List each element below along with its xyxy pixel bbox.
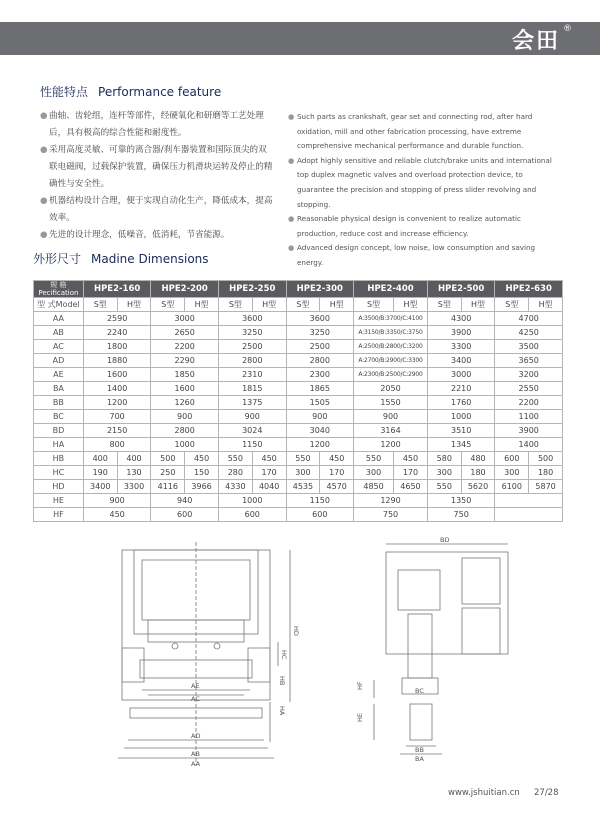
value-cell: 900 [151,410,219,424]
value-cell: 550 [218,452,252,466]
table-row [34,396,563,410]
row-label-cell: AA [34,312,84,326]
value-cell: 1260 [151,396,219,410]
model-header: HPE2-500 [427,281,494,298]
value-cell: 1200 [83,396,151,410]
value-cell: 1000 [151,438,219,452]
row-label-cell: HC [34,466,84,480]
type-s-cell: S型 [151,298,185,312]
value-cell: 280 [218,466,252,480]
table-row [34,368,563,382]
model-header: HPE2-200 [151,281,219,298]
type-s-cell: S型 [218,298,252,312]
value-cell: 300 [354,466,394,480]
value-cell: 300 [286,466,320,480]
row-label-cell: BA [34,382,84,396]
features-list-cn [40,108,275,244]
value-cell: 190 [83,466,117,480]
label-aa: AA [191,760,201,768]
side-view [374,544,508,754]
table-row [34,508,563,522]
row-label-cell: BC [34,410,84,424]
value-cell: 3300 [117,480,151,494]
table-row [34,410,563,424]
type-h-cell: H型 [185,298,219,312]
label-ae: AE [191,682,200,690]
value-cell: 2550 [495,382,563,396]
feature-en-item: ● Adopt highly sensitive and reliable clutch/brake units and international top duplex magnetic valves and overload protection device, to guarantee the precision and stopping of press slider revolving and stopping. [288,155,552,209]
table-row [34,452,563,466]
value-cell: 4040 [252,480,286,494]
value-cell: 1600 [83,368,151,382]
value-cell: 3400 [427,354,494,368]
row-label-cell: AC [34,340,84,354]
value-cell: 1760 [427,396,494,410]
value-cell: 450 [252,452,286,466]
value-cell: 2590 [83,312,151,326]
value-cell: 1350 [427,494,494,508]
value-cell: 900 [83,494,151,508]
value-cell: 700 [83,410,151,424]
table-row [34,480,563,494]
label-ab: AB [191,750,200,758]
type-s-cell: S型 [495,298,529,312]
model-header: HPE2-300 [286,281,354,298]
value-cell: 3164 [354,424,428,438]
value-cell: 2500 [286,340,354,354]
type-s-cell: S型 [354,298,394,312]
dimensions-table [33,280,563,522]
label-he: HE [356,713,364,722]
value-cell: 450 [185,452,219,466]
value-cell: 170 [320,466,354,480]
row-label-cell: HE [34,494,84,508]
label-bd: BD [440,536,450,544]
header-bar [0,22,600,55]
value-cell: 300 [495,466,529,480]
value-cell: 1375 [218,396,286,410]
value-cell: 250 [151,466,185,480]
value-cell: 3300 [427,340,494,354]
value-cell: 600 [151,508,219,522]
value-cell: 580 [427,452,461,466]
row-label-cell: BB [34,396,84,410]
value-cell: 2310 [218,368,286,382]
value-cell: 2150 [83,424,151,438]
type-label-cell: 型 式Model [34,298,84,312]
value-cell: 4650 [394,480,428,494]
value-cell: 3000 [151,312,219,326]
type-s-cell: S型 [83,298,117,312]
label-hd: HD [292,626,300,636]
value-cell: 3966 [185,480,219,494]
value-cell: 2240 [83,326,151,340]
value-cell: 900 [218,410,286,424]
value-cell: 750 [354,508,428,522]
type-h-cell: H型 [252,298,286,312]
dimensions-title-cn: 外形尺寸 [33,252,82,266]
label-bc: BC [415,687,424,695]
type-h-cell: H型 [320,298,354,312]
value-cell: 550 [427,480,461,494]
type-h-cell: H型 [117,298,151,312]
value-cell: 3000 [427,368,494,382]
row-label-cell: HB [34,452,84,466]
page-number: 27/28 [534,788,559,798]
value-cell: 800 [83,438,151,452]
table-row [34,424,563,438]
model-header: HPE2-250 [218,281,286,298]
value-cell: 3200 [495,368,563,382]
value-cell: 1000 [427,410,494,424]
value-cell: 4570 [320,480,354,494]
features-title-en: Performance feature [98,85,222,99]
table-row [34,494,563,508]
value-cell: 3024 [218,424,286,438]
front-view [118,542,290,765]
value-cell: 1150 [286,494,354,508]
value-cell: 550 [286,452,320,466]
value-cell: 2210 [427,382,494,396]
value-cell: 3900 [427,326,494,340]
type-h-cell: H型 [529,298,563,312]
value-cell: 4250 [495,326,563,340]
table-row [34,312,563,326]
empty-cell [495,494,563,508]
value-cell: 1600 [151,382,219,396]
value-cell: 1290 [354,494,428,508]
value-cell: 1550 [354,396,428,410]
value-cell: 300 [427,466,461,480]
brand-logo: 会田 [511,29,560,54]
value-cell: 2200 [495,396,563,410]
value-cell: 1400 [83,382,151,396]
label-ac: AC [191,695,200,703]
value-cell: 1400 [495,438,563,452]
value-cell: 3040 [286,424,354,438]
value-cell: 3510 [427,424,494,438]
spec-label-cell [34,281,84,298]
feature-en-item: ● Such parts as crankshaft, gear set and connecting rod, after hard oxidation, mill and other fabrication processing, have extreme comprehensive mechanical performance and durable function. [288,112,533,151]
table-header-types [34,298,563,312]
value-cell: 600 [495,452,529,466]
value-cell: 3500 [495,340,563,354]
value-cell: 900 [286,410,354,424]
value-cell: 1000 [218,494,286,508]
value-cell: 450 [83,508,151,522]
feature-cn-item: ● 先进的设计理念，低噪音，低消耗，节省能源。 [40,230,230,240]
value-cell: 130 [117,466,151,480]
value-cell: 5620 [461,480,495,494]
value-cell: 1200 [354,438,428,452]
value-cell: 450 [394,452,428,466]
value-cell: 1880 [83,354,151,368]
value-cell: 900 [354,410,428,424]
value-cell: 2050 [354,382,428,396]
features-heading [40,83,221,100]
value-cell: 2800 [218,354,286,368]
value-cell: 2200 [151,340,219,354]
dimensions-title-en: Madine Dimensions [91,252,209,266]
spec-label-en: Pecification [38,289,79,297]
row-label-cell: AB [34,326,84,340]
value-cell: 3900 [495,424,563,438]
table-header-models [34,281,563,298]
feature-cn-item: ● 采用高度灵敏、可靠的离合器/刹车器装置和国际顶尖的双联电磁阀，过载保护装置，确保压力机滑块运转及停止的精确性与安全性。 [40,145,273,189]
value-cell: 1865 [286,382,354,396]
spec-label-cn: 规 格 [50,281,67,289]
value-cell: 4850 [354,480,394,494]
value-cell: 1800 [83,340,151,354]
value-cell: 480 [461,452,495,466]
label-ha: HA [278,706,286,716]
value-cell: 2500 [218,340,286,354]
label-hb: HB [278,676,286,686]
row-label-cell: HA [34,438,84,452]
value-cell: 3400 [83,480,117,494]
label-hc: HC [280,650,288,660]
value-cell: 4300 [427,312,494,326]
machine-drawing [0,530,600,780]
value-cell: A:3500/B:3700/C:4100 [354,312,428,326]
feature-cn-item: ● 曲轴、齿轮组，连杆等部件，经硬氧化和研磨等工艺处理后，具有极高的综合性能和耐度性。 [40,111,264,138]
value-cell: 1150 [218,438,286,452]
value-cell: 5870 [529,480,563,494]
row-label-cell: BD [34,424,84,438]
value-cell: A:2300/B:2500/C:2900 [354,368,428,382]
label-hf: HF [356,681,364,690]
value-cell: 180 [529,466,563,480]
value-cell: 170 [394,466,428,480]
value-cell: 3250 [286,326,354,340]
table-row [34,438,563,452]
value-cell: 3600 [218,312,286,326]
value-cell: 150 [185,466,219,480]
type-s-cell: S型 [286,298,320,312]
row-label-cell: AE [34,368,84,382]
value-cell: 2800 [286,354,354,368]
table-row [34,466,563,480]
features-title-cn: 性能特点 [40,85,89,99]
value-cell: 6100 [495,480,529,494]
value-cell: 2800 [151,424,219,438]
row-label-cell: HF [34,508,84,522]
value-cell: 3650 [495,354,563,368]
table-row [34,340,563,354]
row-label-cell: AD [34,354,84,368]
value-cell: 2650 [151,326,219,340]
table-row [34,382,563,396]
value-cell: 4330 [218,480,252,494]
value-cell: 1815 [218,382,286,396]
value-cell: A:3150/B:3350/C:3750 [354,326,428,340]
value-cell: 600 [286,508,354,522]
value-cell: 450 [320,452,354,466]
value-cell: 1200 [286,438,354,452]
value-cell: 1505 [286,396,354,410]
value-cell: 940 [151,494,219,508]
feature-en-item: ● Reasonable physical design is convenient to realize automatic production, reduce cost and increase efficiency. [288,214,521,238]
registered-mark: ® [563,24,572,34]
table-row [34,354,563,368]
value-cell: 4535 [286,480,320,494]
features-list-en [288,110,560,271]
value-cell: 3250 [218,326,286,340]
value-cell: 4116 [151,480,185,494]
empty-cell [495,508,563,522]
type-h-cell: H型 [461,298,495,312]
label-ad: AD [191,732,201,740]
type-s-cell: S型 [427,298,461,312]
model-header: HPE2-630 [495,281,563,298]
value-cell: 180 [461,466,495,480]
value-cell: 1345 [427,438,494,452]
value-cell: 550 [354,452,394,466]
value-cell: 500 [151,452,185,466]
label-bb: BB [415,746,424,754]
value-cell: A:2700/B:2900/C:3300 [354,354,428,368]
feature-cn-item: ● 机器结构设计合理，便于实现自动化生产，降低成本，提高效率。 [40,196,273,223]
value-cell: 2300 [286,368,354,382]
dimensions-heading [33,250,209,267]
value-cell: 600 [218,508,286,522]
value-cell: 3600 [286,312,354,326]
value-cell: 400 [83,452,117,466]
table-row [34,326,563,340]
value-cell: 1100 [495,410,563,424]
label-ba: BA [415,755,424,763]
value-cell: A:2500/B:2800/C:3200 [354,340,428,354]
model-header: HPE2-160 [83,281,151,298]
value-cell: 2290 [151,354,219,368]
row-label-cell: HD [34,480,84,494]
type-h-cell: H型 [394,298,428,312]
value-cell: 4700 [495,312,563,326]
value-cell: 750 [427,508,494,522]
footer-url[interactable]: www.jshuitian.cn [448,788,520,798]
value-cell: 400 [117,452,151,466]
feature-en-item: ● Advanced design concept, low noise, low consumption and saving energy. [288,243,536,267]
model-header: HPE2-400 [354,281,428,298]
value-cell: 1850 [151,368,219,382]
value-cell: 500 [529,452,563,466]
value-cell: 170 [252,466,286,480]
